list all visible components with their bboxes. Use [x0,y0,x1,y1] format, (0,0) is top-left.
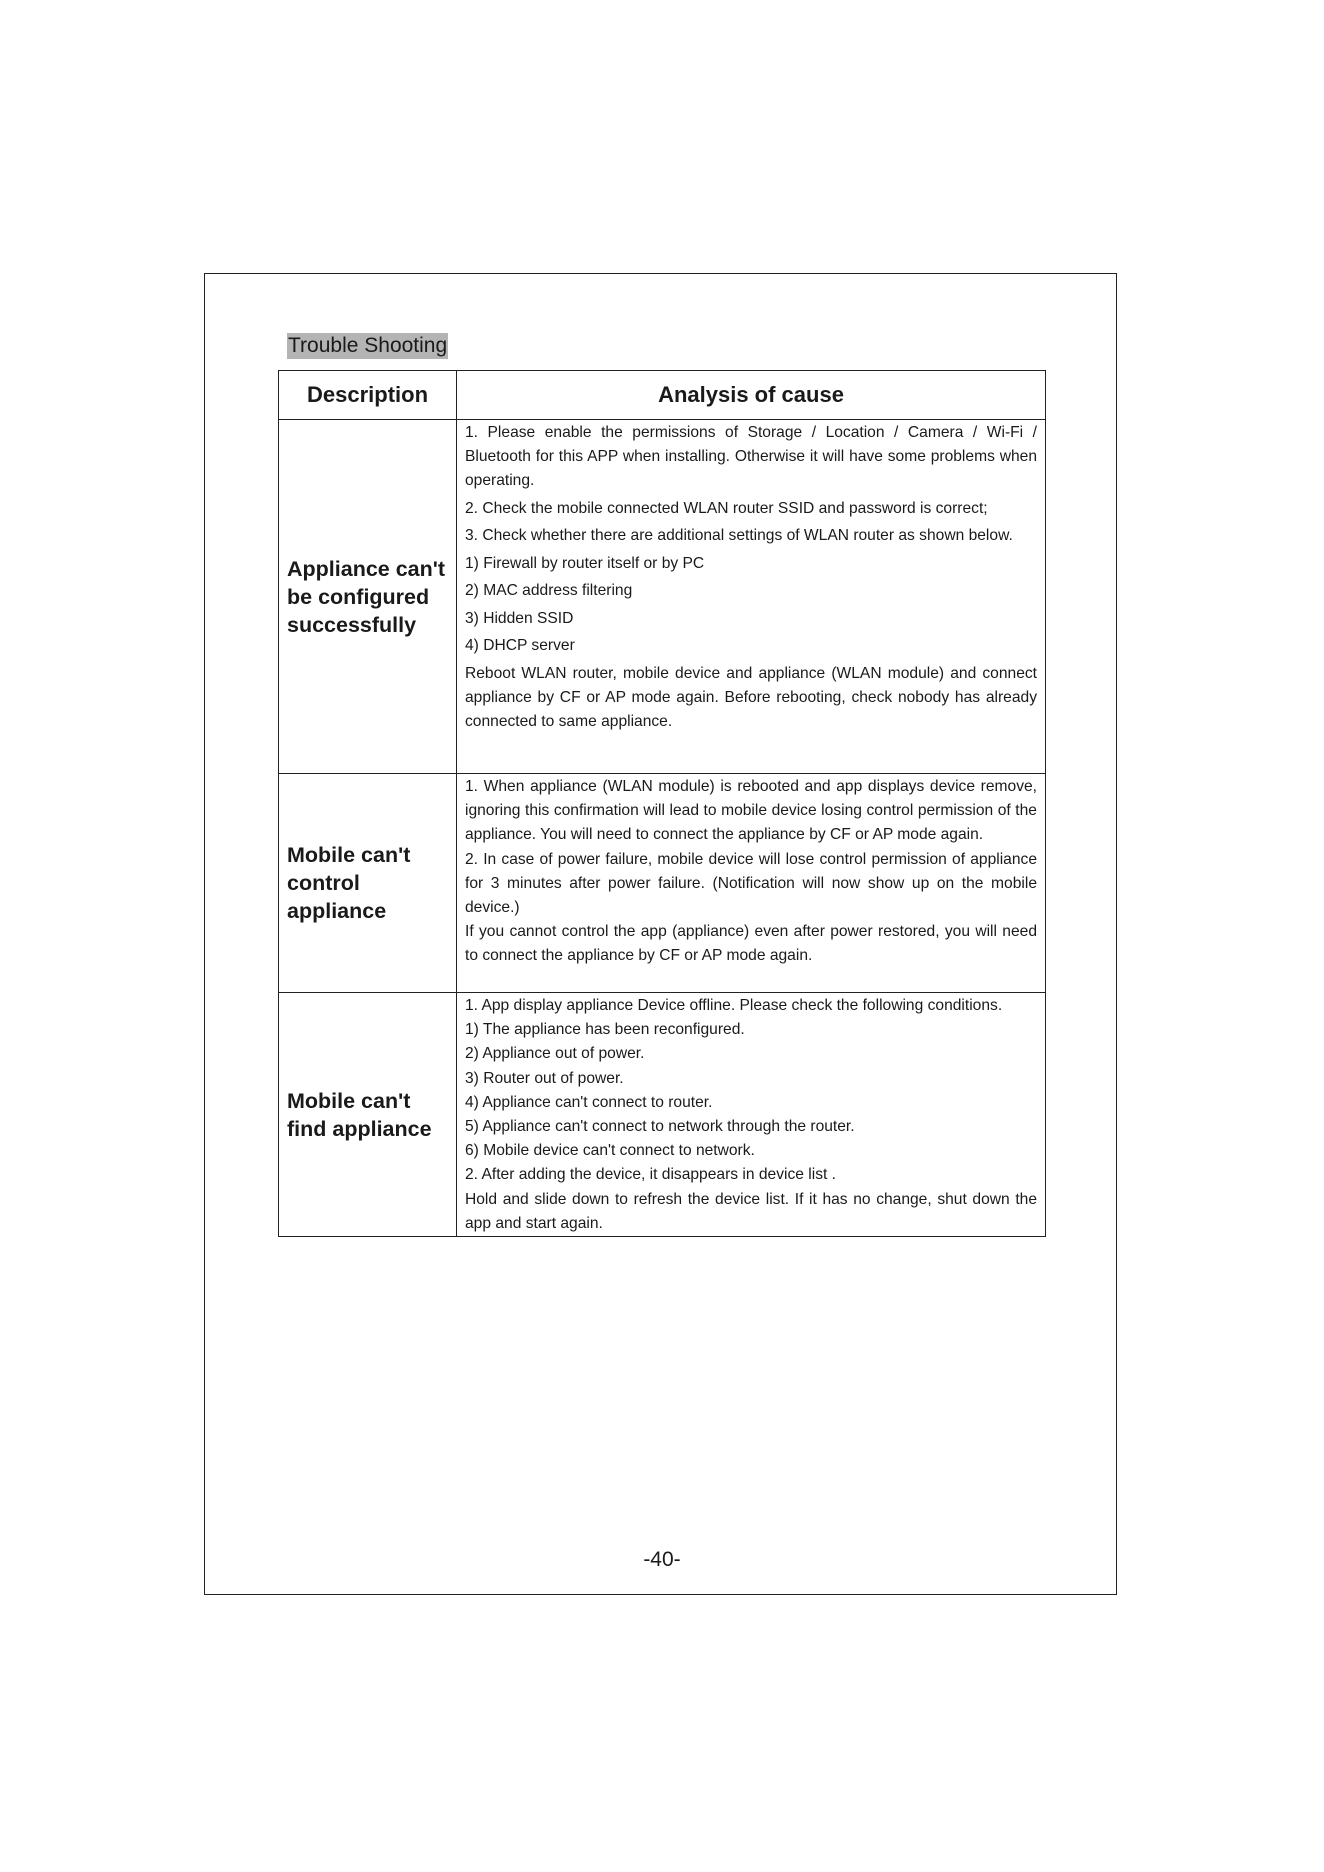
page-number: -40- [643,1548,681,1571]
row-description: Mobile can't control appliance [279,774,457,993]
cause-paragraph: 1) Firewall by router itself or by PC [465,554,705,572]
cause-paragraph: 2. Check the mobile connected WLAN router SSID and password is correct; [465,499,988,517]
cause-paragraph: Hold and slide down to refresh the device list. If it has no change, shut down the app and start again. [465,1190,1037,1232]
row-description: Mobile can't find appliance [279,993,457,1237]
cause-paragraph: 1. When appliance (WLAN module) is rebooted and app displays device remove, ignoring this confirmation will lead to mobile device losing control permission of the appliance. You will need to connect the appliance by CF or AP mode again. [465,778,1037,844]
cause-paragraph: If you cannot control the app (appliance) even after power restored, you will need to connect the appliance by CF or AP mode again. [465,923,1037,965]
table-header-row [279,371,1046,420]
cause-paragraph: 6) Mobile device can't connect to network. [465,1142,755,1160]
cause-paragraph: 2) Appliance out of power. [465,1045,645,1063]
cause-paragraph: 2) MAC address filtering [465,582,633,599]
cause-paragraph: 2. After adding the device, it disappears in device list . [465,1166,836,1184]
header-description: Description [279,371,457,420]
cause-paragraph: 3) Hidden SSID [465,609,574,627]
table-row [279,774,1046,993]
cause-paragraph: 1. App display appliance Device offline. Please check the following conditions. [465,997,1003,1014]
header-analysis-of-cause: Analysis of cause [457,371,1046,420]
cause-paragraph: 4) Appliance can't connect to router. [465,1093,713,1111]
troubleshooting-table [278,370,1046,1237]
cause-paragraph: 3) Router out of power. [465,1069,624,1087]
cause-paragraph: 5) Appliance can't connect to network through the router. [465,1118,855,1136]
cause-paragraph: 2. In case of power failure, mobile device will lose control permission of appliance for 3 minutes after power failure. (Notification will now show up on the mobile device.) [465,850,1037,917]
cause-paragraph: 4) DHCP server [465,637,575,654]
row-cause [457,774,1046,993]
row-description: Appliance can't be configured successfully [279,420,457,774]
cause-paragraph: 1) The appliance has been reconfigured. [465,1021,745,1039]
table-row [279,420,1046,774]
cause-paragraph: 1. Please enable the permissions of Storage / Location / Camera / Wi-Fi / Bluetooth for this APP when installing. Otherwise it will have some problems when operating. [465,424,1037,489]
table-row [279,993,1046,1237]
cause-paragraph: 3. Check whether there are additional settings of WLAN router as shown below. [465,527,1013,544]
section-title: Trouble Shooting [288,334,448,357]
row-cause [457,420,1046,774]
row-cause [457,993,1046,1237]
cause-paragraph: Reboot WLAN router, mobile device and appliance (WLAN module) and connect appliance by CF or AP mode again. Before rebooting, check nobody has already connected to same appliance. [465,664,1037,730]
